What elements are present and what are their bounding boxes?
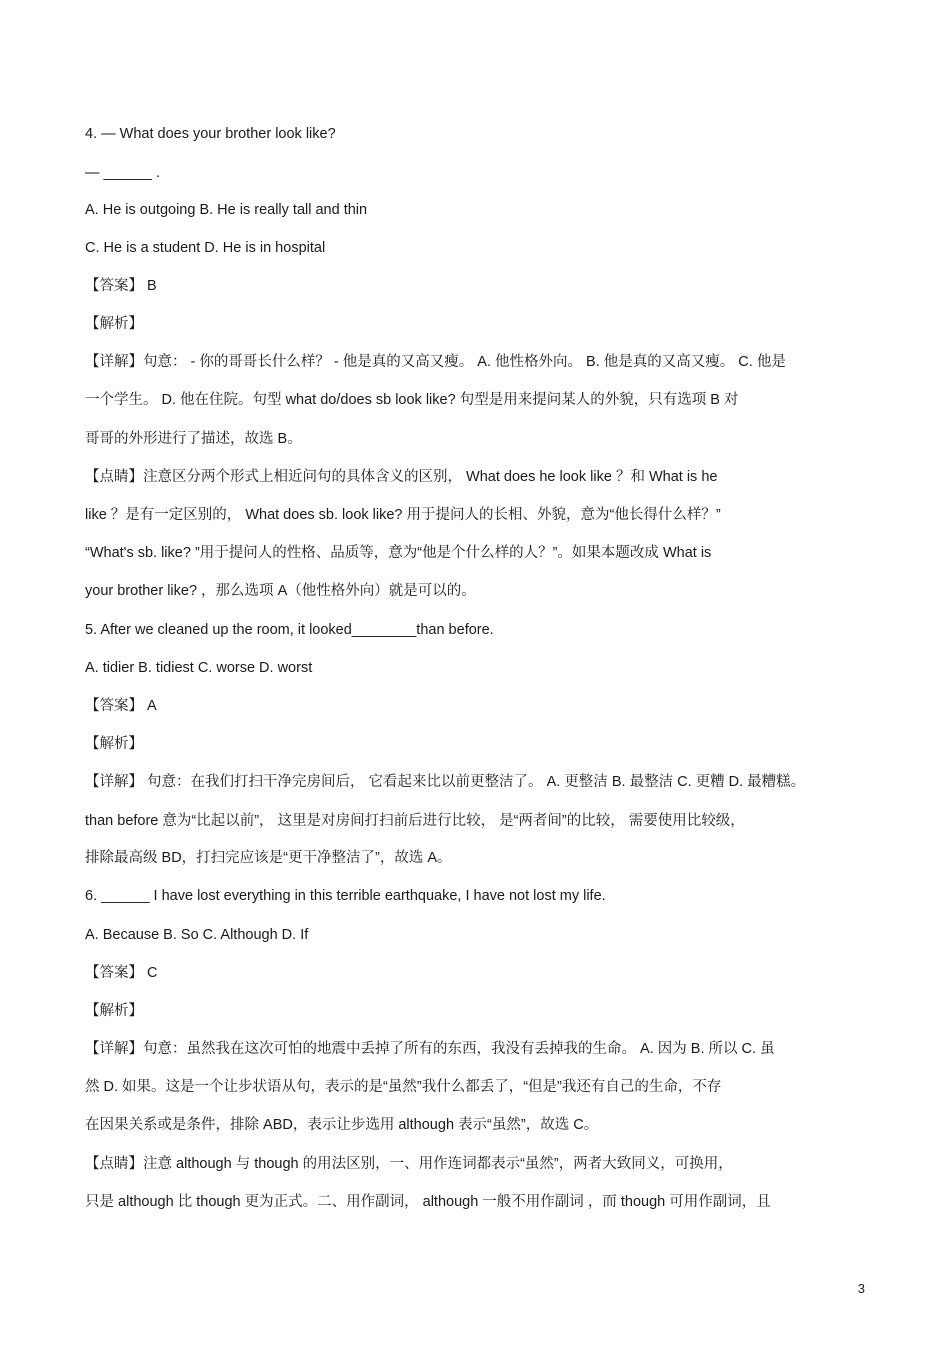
explanation-line: than before 意为“比起以前”， 这里是对房间打扫前后进行比较， 是“两者间”的比较， 需要使用比较级， <box>85 813 745 829</box>
note-line: 【点睛】注意 although 与 though 的用法区别，一、用作连词都表示“虽然”，两者大致同义，可换用， <box>85 1156 733 1172</box>
options-line: C. He is a student D. He is in hospital <box>85 240 326 256</box>
note-line: like ？是有一定区别的， What does sb. look like? 用于提问人的长相、外貌，意为“他长得什么样？” <box>85 507 721 523</box>
question-stem: 5. After we cleaned up the room, it looked________than before. <box>85 622 494 638</box>
page-number: 3 <box>857 1281 865 1296</box>
analysis-label: 【解析】 <box>85 316 143 332</box>
options-line: A. tidier B. tidiest C. worse D. worst <box>85 660 313 676</box>
analysis-label: 【解析】 <box>85 1003 143 1019</box>
explanation-line: 一个学生。 D. 他在住院。句型 what do/does sb look like? 句型是用来提问某人的外貌，只有选项 B 对 <box>85 392 739 408</box>
explanation-line: 【详解】 句意：在我们打扫干净完房间后， 它看起来比以前更整洁了。 A. 更整洁 B. 最整洁 C. 更糟 D. 最糟糕。 <box>85 774 806 790</box>
options-line: A. He is outgoing B. He is really tall and thin <box>85 202 368 218</box>
question-stem: 6. ______ I have lost everything in this terrible earthquake, I have not lost my life. <box>85 888 606 904</box>
explanation-line: 【详解】句意：虽然我在这次可怕的地震中丢掉了所有的东西，我没有丢掉我的生命。 A. 因为 B. 所以 C. 虽 <box>85 1041 775 1057</box>
explanation-line: 排除最高级 BD，打扫完应该是“更干净整洁了”，故选 A。 <box>85 850 452 866</box>
explanation-line: 哥哥的外形进行了描述，故选 B。 <box>85 431 302 447</box>
note-line: your brother like? ，那么选项 A（他性格外向）就是可以的。 <box>85 583 476 599</box>
explanation-line: 在因果关系或是条件，排除 ABD，表示让步选用 although 表示“虽然”，故选 C。 <box>85 1117 599 1133</box>
answer-label: 【答案】 A <box>85 698 157 714</box>
answer-label: 【答案】 C <box>85 965 158 981</box>
explanation-line: 【详解】句意： - 你的哥哥长什么样？ - 他是真的又高又瘦。 A. 他性格外向。 B. 他是真的又高又瘦。 C. 他是 <box>85 354 786 370</box>
question-stem: 4. — What does your brother look like? <box>85 126 336 142</box>
answer-label: 【答案】 B <box>85 278 157 294</box>
note-line: 只是 although 比 though 更为正式。二、用作副词， although 一般不用作副词 ，而 though 可用作副词，且 <box>85 1194 771 1210</box>
note-line: “What's sb. like? ”用于提问人的性格、品质等，意为“他是个什么样的人？”。如果本题改成 What is <box>85 545 712 561</box>
options-line: A. Because B. So C. Although D. If <box>85 927 309 943</box>
explanation-line: 然 D. 如果。这是一个让步状语从句，表示的是“虽然”我什么都丢了，“但是”我还有自己的生命，不存 <box>85 1079 722 1095</box>
note-line: 【点睛】注意区分两个形式上相近问句的具体含义的区别， What does he look like ？和 What is he <box>85 469 718 485</box>
analysis-label: 【解析】 <box>85 736 143 752</box>
answer-blank: — ______ . <box>85 165 160 181</box>
